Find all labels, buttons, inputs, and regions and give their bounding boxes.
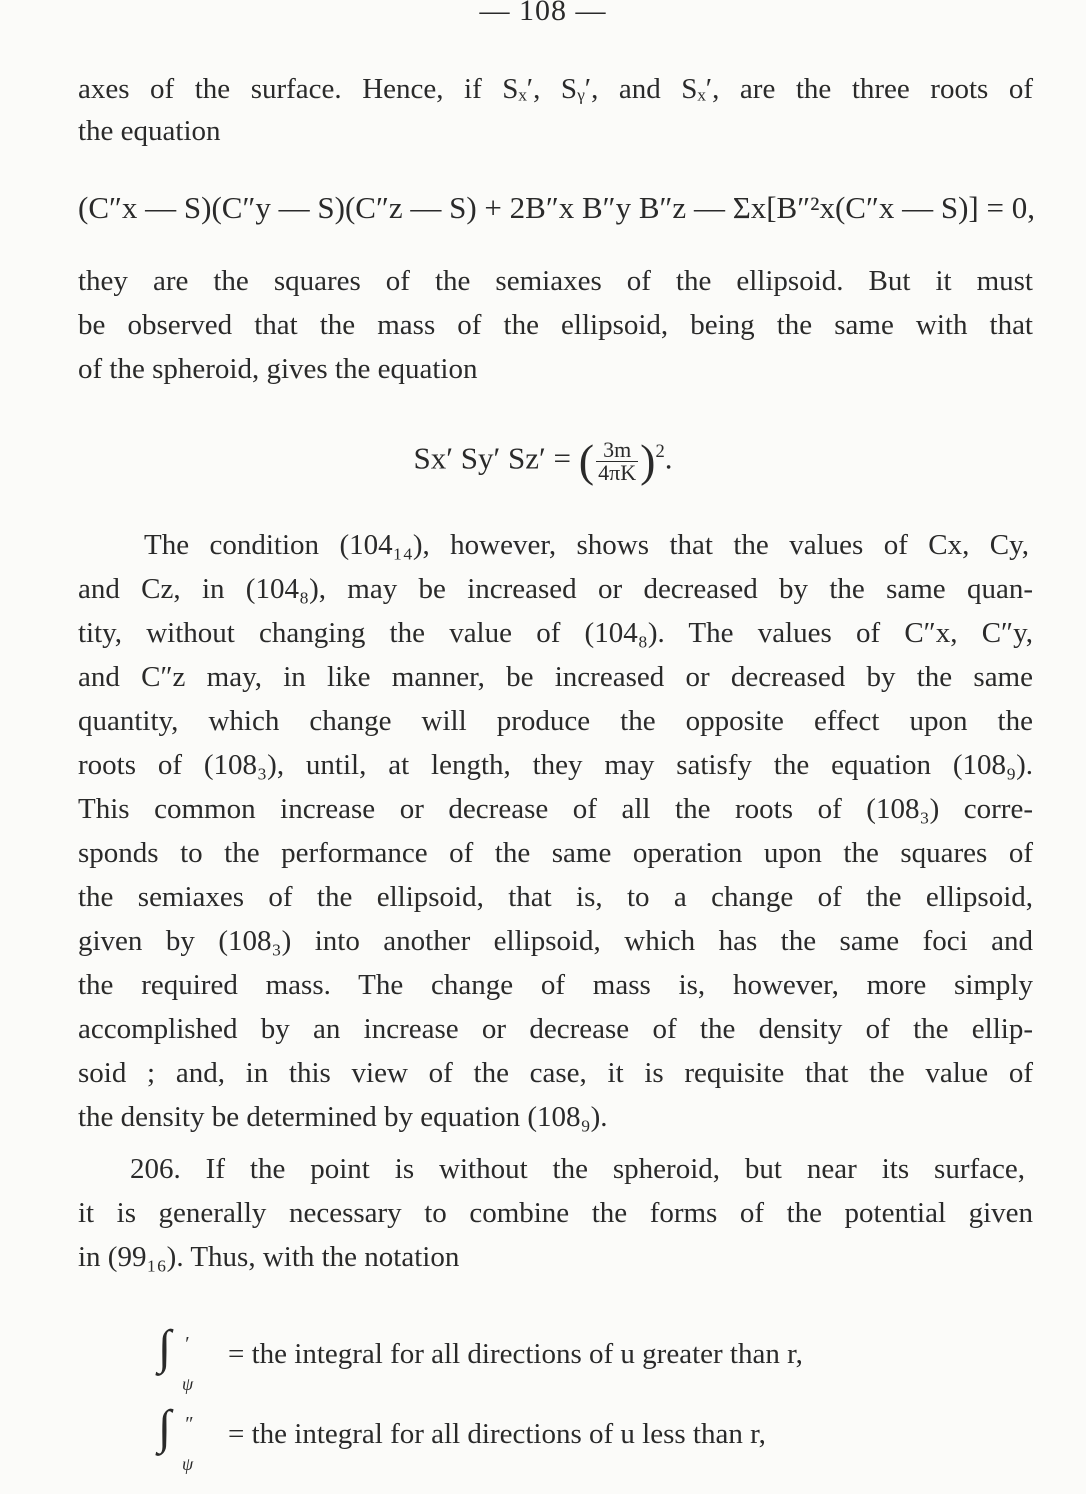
integral-definition (158, 1398, 766, 1474)
para1-line1: axes of the surface. Hence, if Sₓ′, Sᵧ′, and Sₓ′, are the three roots of (78, 73, 1033, 105)
para2-line: they are the squares of the semiaxes of the ellipsoid. But it must (78, 265, 1033, 297)
para3-line: tity, without changing the value of (104₈). The values of C″x, C″y, (78, 617, 1033, 649)
para3-line: roots of (108₃), until, at length, they may satisfy the equation (108₉). (78, 749, 1033, 781)
para3-line: and C″z may, in like manner, be increased or decreased by the same (78, 661, 1033, 693)
para3-line: This common increase or decrease of all the roots of (108₃) corre- (78, 793, 1033, 825)
para3-line: accomplished by an increase or decrease of the density of the ellip- (78, 1013, 1033, 1045)
para1-line2: the equation (78, 115, 221, 147)
para3-line: soid ; and, in this view of the case, it is requisite that the value of (78, 1057, 1033, 1089)
para2-line: be observed that the mass of the ellipsoid, being the same with that (78, 309, 1033, 341)
para2-line: of the spheroid, gives the equation (78, 353, 478, 385)
para3-line: the semiaxes of the ellipsoid, that is, to a change of the ellipsoid, (78, 881, 1033, 913)
para4-line: in (99₁₆). Thus, with the notation (78, 1241, 460, 1273)
fraction-denominator: 4πK (598, 459, 637, 485)
mass-equation: Sx′ Sy′ Sz′ = ( $\frac{3m}{4\pi K}$ )$^2$. (413, 435, 673, 487)
para3-line: The condition (104₁₄), however, shows that the values of Cx, Cy, (144, 529, 1029, 561)
para4-line: 206. If the point is without the spheroid, but near its surface, (130, 1153, 1025, 1185)
para3-line: given by (108₃) into another ellipsoid, which has the same foci and (78, 925, 1033, 957)
para3-line: sponds to the performance of the same operation upon the squares of (78, 837, 1033, 869)
para4-line: it is generally necessary to combine the forms of the potential given (78, 1197, 1033, 1229)
cubic-equation: (C″x — S)(C″y — S)(C″z — S) + 2B″x B″y B″z — Σx[B″²x(C″x — S)] = 0, (78, 190, 1035, 225)
para3-line: quantity, which change will produce the opposite effect upon the (78, 705, 1033, 737)
para3-line: the density be determined by equation (108₉). (78, 1101, 608, 1133)
page-number: — 108 — (479, 0, 607, 27)
integral-text: = the integral for all directions of u greater than r, (228, 1338, 803, 1370)
mass-equation-lhs: Sx′ Sy′ Sz′ = (413, 440, 579, 476)
integral-text: = the integral for all directions of u less than r, (228, 1418, 766, 1450)
integral-sign-icon: ∫ ″ ψ (158, 1401, 194, 1474)
integral-definition (158, 1318, 803, 1394)
fraction-numerator: 3m (596, 439, 638, 462)
integral-sign-icon: ∫ ′ ψ (158, 1321, 194, 1394)
para3-line: and Cz, in (104₈), may be increased or decreased by the same quan- (78, 573, 1033, 605)
para3-line: the required mass. The change of mass is, however, more simply (78, 969, 1033, 1001)
exponent: 2 (655, 441, 665, 462)
